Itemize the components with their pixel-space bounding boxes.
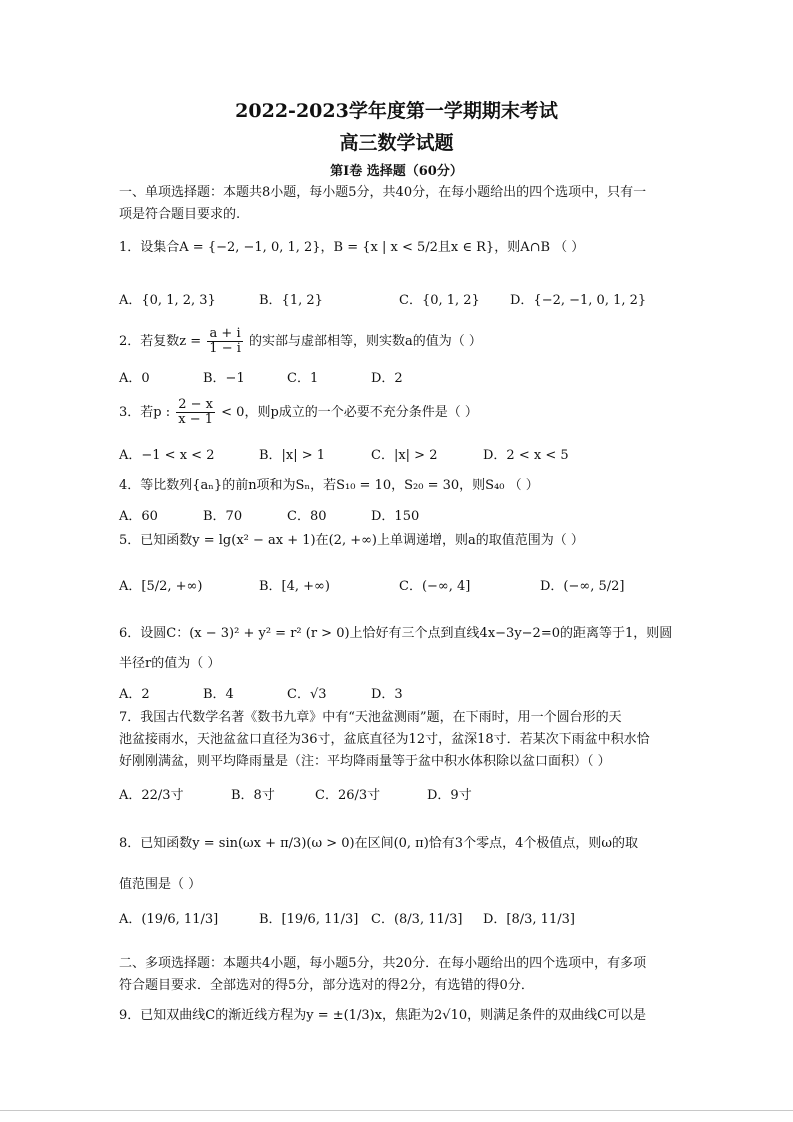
- question-8-option-a: A．(19/6, 11/3]: [119, 912, 219, 927]
- question-7-option-a: A．22/3寸: [119, 788, 184, 803]
- question-2-stem-suffix: 的实部与虚部相等，则实数a的值为（ ）: [249, 334, 482, 349]
- question-3-fraction-numerator: 2 − x: [178, 397, 214, 412]
- question-5-option-c: C．(−∞, 4]: [399, 579, 471, 594]
- exam-title: 2022-2023学年度第一学期期末考试: [235, 100, 558, 122]
- part1-intro-line2: 项是符合题目要求的.: [119, 207, 241, 222]
- question-8-stem-line2: 值范围是（ ）: [119, 877, 202, 892]
- question-6-option-b: B．4: [203, 687, 234, 702]
- part2-intro-line1: 二、多项选择题：本题共4小题，每小题5分，共20分．在每小题给出的四个选项中，有多项: [119, 956, 647, 971]
- question-2-option-a: A．0: [119, 371, 150, 386]
- question-3-stem: [119, 398, 679, 427]
- question-5-option-a: A．[5/2, +∞): [119, 579, 203, 594]
- question-7-stem-line3: 好刚刚满盆，则平均降雨量是（注：平均降雨量等于盆中积水体积除以盆口面积）（ ）: [119, 754, 611, 769]
- question-3-option-d: D．2 < x < 5: [483, 448, 569, 463]
- question-7-option-b: B．8寸: [231, 788, 275, 803]
- question-3-option-c: C．|x| > 2: [371, 448, 438, 463]
- question-7-stem-line2: 池盆接雨水，天池盆盆口直径为36寸，盆底直径为12寸，盆深18寸．若某次下雨盆中积水恰: [119, 732, 650, 747]
- question-3-option-b: B．|x| > 1: [259, 448, 326, 463]
- question-1-stem: 1．设集合A = {−2, −1, 0, 1, 2}，B = {x | x < 5/2且x ∈ R}，则A∩B （ ）: [119, 240, 585, 255]
- question-1-option-b: B．{1, 2}: [259, 293, 323, 308]
- question-2-fraction-numerator: a + i: [207, 327, 243, 342]
- question-3-stem-suffix: < 0，则p成立的一个必要不充分条件是（ ）: [221, 405, 478, 420]
- question-4-option-a: A．60: [119, 509, 158, 524]
- question-8-stem-line1: 8．已知函数y = sin(ωx + π/3)(ω > 0)在区间(0, π)恰有3个零点，4个极值点，则ω的取: [119, 836, 638, 851]
- part1-intro-line1: 一、单项选择题：本题共8小题，每小题5分，共40分，在每小题给出的四个选项中，只有一: [119, 185, 647, 200]
- question-1-option-d: D．{−2, −1, 0, 1, 2}: [510, 293, 647, 308]
- question-5-stem: 5．已知函数y = lg(x² − ax + 1)在(2, +∞)上单调递增，则a的取值范围为（ ）: [119, 533, 584, 548]
- question-6-option-d: D．3: [371, 687, 403, 702]
- question-2-stem: [119, 327, 679, 356]
- question-3-fraction-denominator: x − 1: [178, 412, 214, 427]
- question-4-option-c: C．80: [287, 509, 327, 524]
- question-2-fraction: [207, 327, 243, 356]
- page-bottom-rule: [0, 1110, 793, 1111]
- question-4-stem: 4．等比数列{aₙ}的前n项和为Sₙ，若S₁₀ = 10，S₂₀ = 30，则S₄₀ （ ）: [119, 478, 539, 493]
- question-3-option-a: A．−1 < x < 2: [119, 448, 215, 463]
- question-4-option-b: B．70: [203, 509, 243, 524]
- question-8-option-c: C．(8/3, 11/3]: [371, 912, 463, 927]
- question-2-fraction-denominator: 1 − i: [209, 341, 241, 356]
- question-6-stem-line1: 6．设圆C：(x − 3)² + y² = r² (r > 0)上恰好有三个点到直线4x−3y−2=0的距离等于1，则圆: [119, 626, 673, 641]
- question-6-option-a: A．2: [119, 687, 150, 702]
- question-7-option-d: D．9寸: [427, 788, 472, 803]
- question-8-option-d: D．[8/3, 11/3]: [483, 912, 575, 927]
- question-7-option-c: C．26/3寸: [315, 788, 381, 803]
- question-2-option-d: D．2: [371, 371, 403, 386]
- part2-intro-line2: 符合题目要求．全部选对的得5分，部分选对的得2分，有选错的得0分．: [119, 978, 534, 993]
- question-4-option-d: D．150: [371, 509, 420, 524]
- question-3-stem-prefix: 3．若p :: [119, 405, 171, 420]
- question-1-option-c: C．{0, 1, 2}: [399, 293, 480, 308]
- question-2-option-c: C．1: [287, 371, 319, 386]
- question-6-stem-line2: 半径r的值为（ ）: [119, 656, 221, 671]
- question-1-option-a: A．{0, 1, 2, 3}: [119, 293, 216, 308]
- section-heading: 第Ⅰ卷 选择题（60分）: [330, 164, 463, 179]
- question-6-option-c: C．√3: [287, 687, 327, 702]
- question-8-option-b: B．[19/6, 11/3]: [259, 912, 359, 927]
- question-9-stem: 9．已知双曲线C的渐近线方程为y = ±(1/3)x，焦距为2√10，则满足条件的双曲线C可以是: [119, 1008, 647, 1023]
- question-2-stem-prefix: 2．若复数z =: [119, 334, 202, 349]
- question-3-fraction: [176, 398, 215, 427]
- question-5-option-b: B．[4, +∞): [259, 579, 330, 594]
- question-2-option-b: B．−1: [203, 371, 245, 386]
- exam-subtitle: 高三数学试题: [339, 132, 454, 154]
- question-5-option-d: D．(−∞, 5/2]: [540, 579, 625, 594]
- question-7-stem-line1: 7．我国古代数学名著《数书九章》中有“天池盆测雨”题，在下雨时，用一个圆台形的天: [119, 710, 622, 725]
